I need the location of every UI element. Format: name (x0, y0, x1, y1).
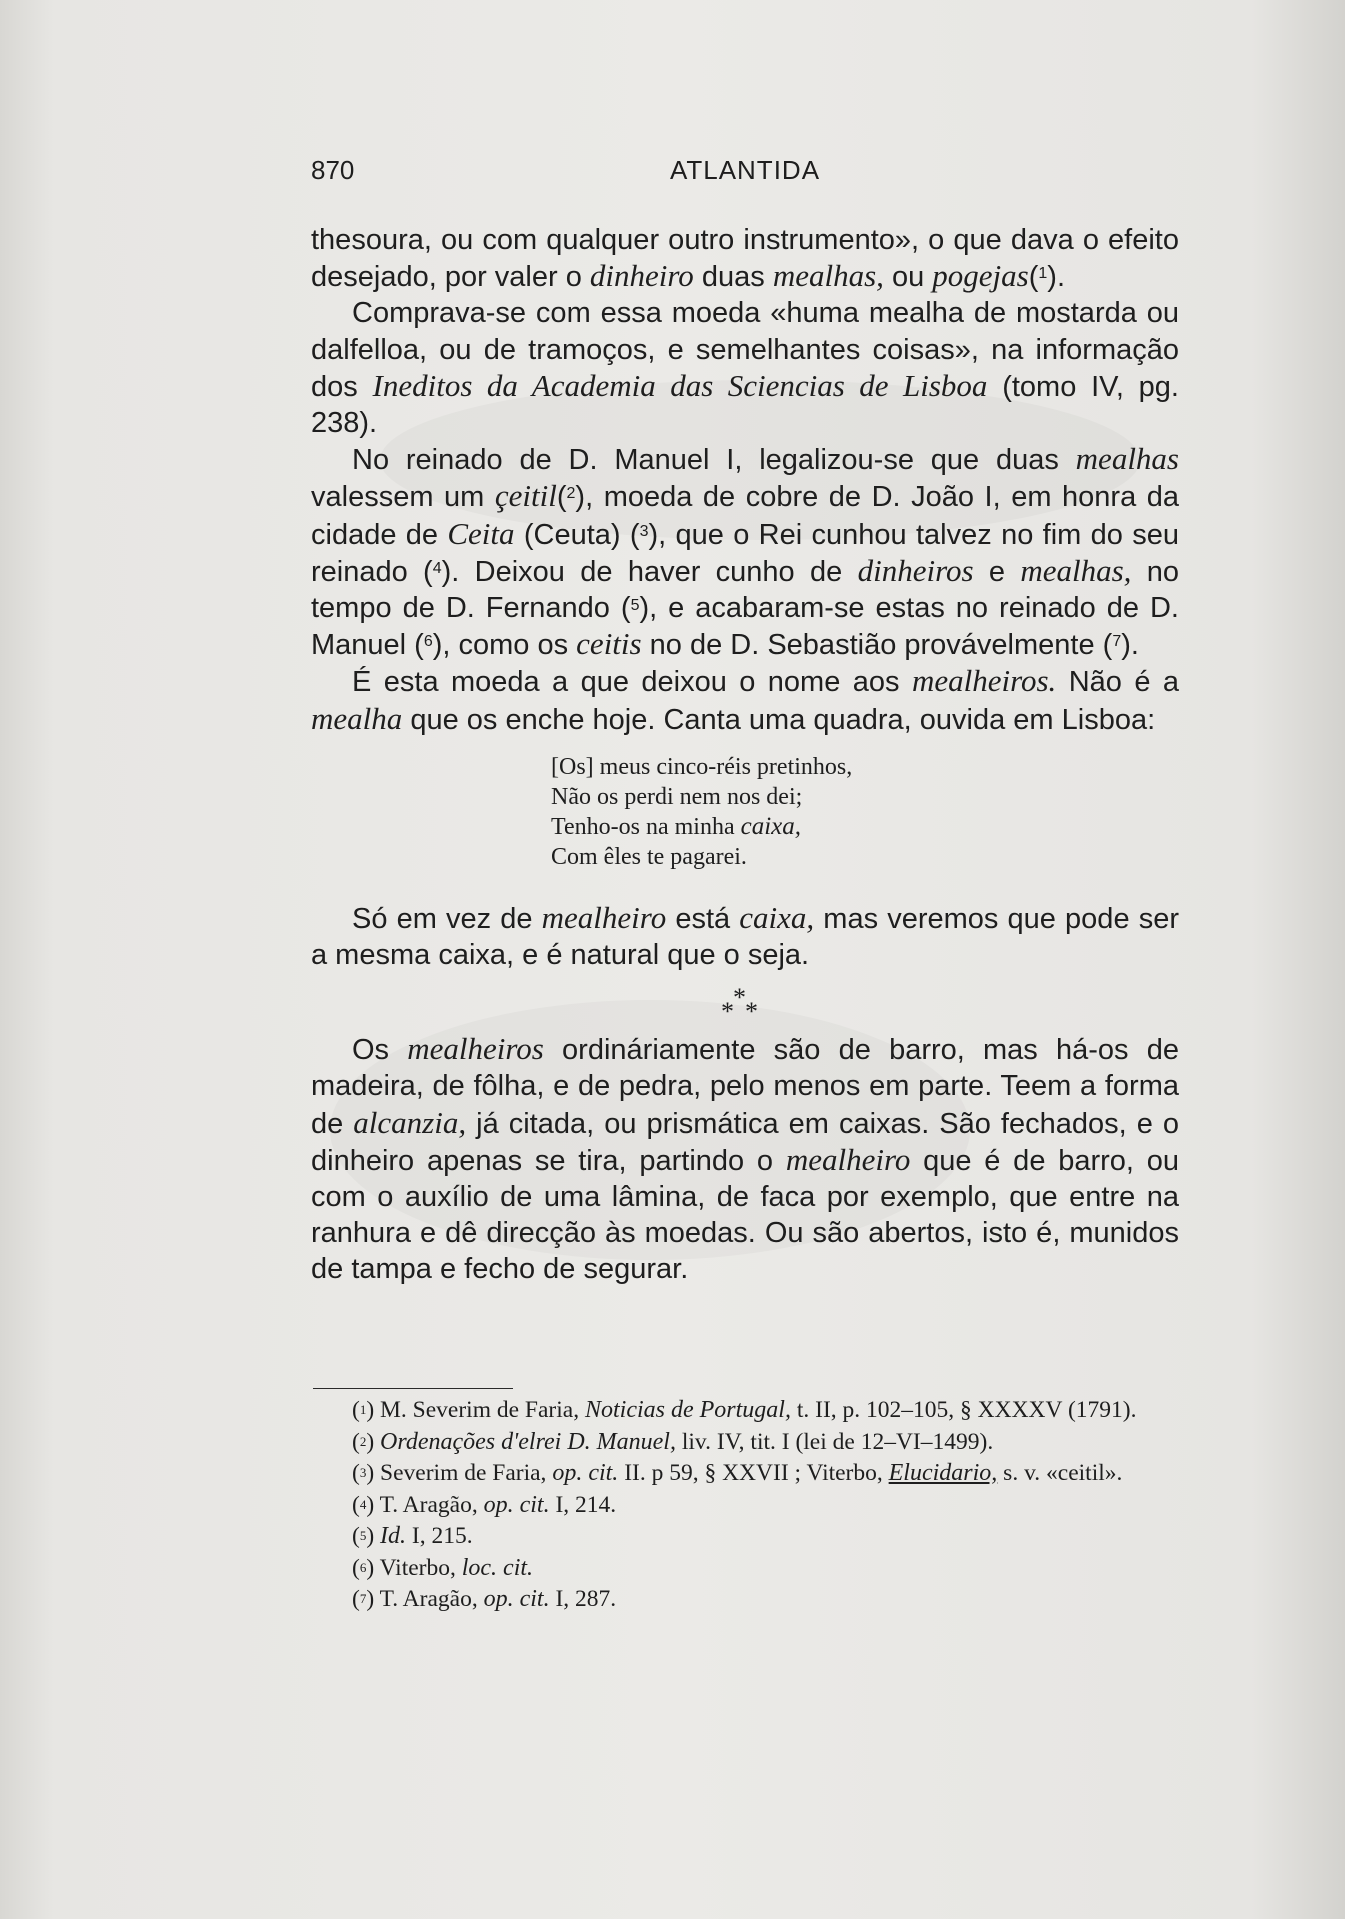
page-header (311, 155, 1179, 195)
footnote-ref[interactable]: 7 (1112, 633, 1122, 651)
footnote: ($^7$) T. Aragão, op. cit. I, 287. (352, 1586, 617, 1612)
verse-line: Com êles te pagarei. (551, 843, 747, 870)
paragraph: É esta moeda a que deixou o nome aos mealheiros. Não é a mealha que os enche hoje. Canta uma quadra, ouvida em Lisboa: (311, 663, 1179, 736)
paragraph: thesoura, ou com qualquer outro instrumento», o que dava o efeito desejado, por valer o dinheiro duas mealhas, ou pogejas($^1$). (311, 224, 1179, 294)
footnote: ($^5$) Id. I, 215. (352, 1523, 473, 1549)
page-number: 870 (311, 155, 355, 185)
paragraph: Só em vez de mealheiro está caixa, mas veremos que pode ser a mesma caixa, e é natural que o seja. (311, 899, 1179, 972)
section-asterism (311, 973, 1179, 1031)
body-text (311, 222, 1179, 1288)
running-title: ATLANTIDA (669, 155, 821, 185)
paragraph: Comprava-se com essa moeda «huma mealha de mostarda ou dalfelloa, ou de tramoços, e semelhantes coisas», na informação dos Ineditos da Academia das Sciencias de Lisboa (tomo IV, pg. 238). (311, 297, 1179, 440)
paragraph: Os mealheiros ordináriamente são de barro, mas há-os de madeira, de fôlha, e de pedra, pelo menos em parte. Teem a forma de alcanzia, já citada, ou prismática em caixas. São fechados, e o dinheiro apenas se tira, partindo o mealheiro que é de barro, ou com o auxílio de uma lâmina, de faca por exemplo, que entre na ranhura e dê direcção às moedas. Ou são abertos, isto é, munidos de tampa e fecho de segurar. (311, 1031, 1179, 1286)
footnote-ref[interactable]: 2 (566, 485, 576, 503)
footnote-ref[interactable]: 5 (630, 597, 640, 615)
footnote-ref[interactable]: 3 (639, 522, 649, 540)
footnote: ($^2$) Ordenações d'elrei D. Manuel, liv. IV, tit. I (lei de 12–VI–1499). (352, 1428, 994, 1455)
footnote-separator (313, 1388, 513, 1389)
asterisk: * (733, 983, 746, 1013)
asterisk: * (721, 997, 734, 1027)
footnote-ref[interactable]: 6 (423, 633, 433, 651)
verse-line: Tenho-os na minha caixa, (551, 812, 801, 840)
footnote-ref[interactable]: 4 (432, 559, 442, 577)
footnote: ($^6$) Viterbo, loc. cit. (352, 1554, 534, 1581)
footnote-ref[interactable]: 1 (1038, 265, 1048, 283)
asterisk: * (745, 997, 758, 1027)
verse-line: Não os perdi nem nos dei; (551, 783, 803, 810)
footnote: ($^1$) M. Severim de Faria, Noticias de Portugal, t. II, p. 102–105, § XXXXV (1791). (352, 1397, 1137, 1423)
footnote: ($^3$) Severim de Faria, op. cit. II. p 59, § XXVII ; Viterbo, Elucidario, s. v. «ceitil». (352, 1460, 1123, 1486)
verse-quatrain (551, 752, 1179, 872)
paragraph: No reinado de D. Manuel I, legalizou-se que duas mealhas valessem um çeitil($^2$), moeda de cobre de D. João I, em honra da cidade de Ceita (Ceuta) ($^3$), que o Rei cunhou talvez no fim do seu reinado ($^4$). Deixou de haver cunho de dinheiros e mealhas, no tempo de D. Fernando ($^5$), e acabaram-se estas no reinado de D. Manuel ($^6$), como os ceitis no de D. Sebastião provávelmente ($^7$). (311, 441, 1179, 662)
footnotes (311, 1395, 1179, 1616)
verse-line: [Os] meus cinco-réis pretinhos, (551, 753, 853, 780)
footnote: ($^4$) T. Aragão, op. cit. I, 214. (352, 1491, 617, 1518)
